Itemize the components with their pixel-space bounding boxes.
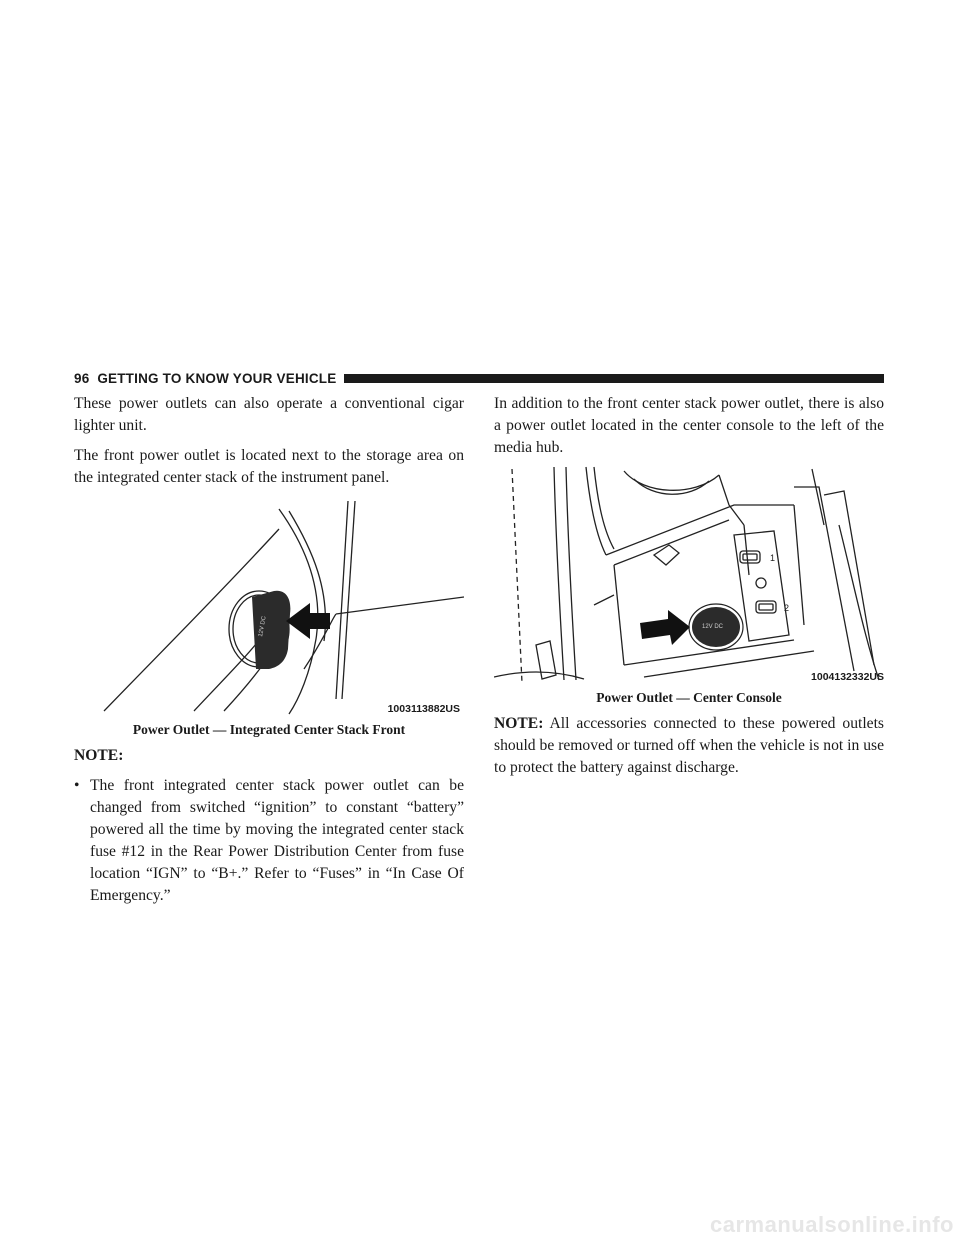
- figure-code-2: 1004132332US: [811, 671, 884, 683]
- right-note-paragraph: [494, 713, 884, 779]
- center-stack-outlet-illustration: [74, 499, 464, 719]
- figure-code-1: 1003113882US: [387, 703, 460, 715]
- usb-port-1-label: 1: [770, 553, 776, 563]
- right-paragraph-1: In addition to the front center stack power outlet, there is also a power outlet located in the center console to the left of the media hub.: [494, 395, 884, 456]
- left-paragraph-1: These power outlets can also operate a conventional cigar lighter unit.: [74, 395, 464, 434]
- bullet-mark: •: [74, 777, 80, 794]
- console-outlet-label: 12V DC: [702, 624, 724, 630]
- watermark: carmanualsonline.info: [710, 1212, 954, 1237]
- bullet-text-1: The front integrated center stack power outlet can be changed from switched “ignition” to constant “battery” powered all the time by moving the integrated center stack fuse #12 in the Rear Power Distribution Center from fuse location “IGN” to “B+.” Refer to “Fuses” in “In Case Of Emergency.”: [90, 777, 464, 904]
- usb-port-2-label: 2: [784, 603, 790, 613]
- note-heading: NOTE:: [74, 747, 124, 764]
- left-column: [74, 393, 464, 907]
- console-pointer-arrow: [640, 610, 690, 645]
- center-console-outlet-illustration: [494, 465, 884, 687]
- page-number: 96: [74, 370, 90, 386]
- header-rule: [344, 374, 884, 383]
- page-header-text: [74, 371, 336, 386]
- left-paragraph-2: The front power outlet is located next to the storage area on the integrated center stack of the instrument panel.: [74, 447, 464, 486]
- figure-center-console-outlet: [494, 465, 884, 687]
- figure-caption-1: Power Outlet — Integrated Center Stack Front: [132, 722, 406, 737]
- outlet-cap-label: 12V DC: [258, 615, 268, 638]
- right-column: [494, 393, 884, 779]
- note-text: All accessories connected to these powered outlets should be removed or turned off when the vehicle is not in use to protect the battery against discharge.: [494, 715, 884, 776]
- bullet-item: [74, 775, 464, 907]
- section-title: GETTING TO KNOW YOUR VEHICLE: [97, 370, 337, 386]
- figure-caption-2: Power Outlet — Center Console: [596, 690, 782, 705]
- page-header: [74, 369, 884, 387]
- note-label: NOTE:: [494, 715, 544, 732]
- pointer-arrow: [286, 603, 330, 639]
- figure-center-stack-outlet: [74, 499, 464, 719]
